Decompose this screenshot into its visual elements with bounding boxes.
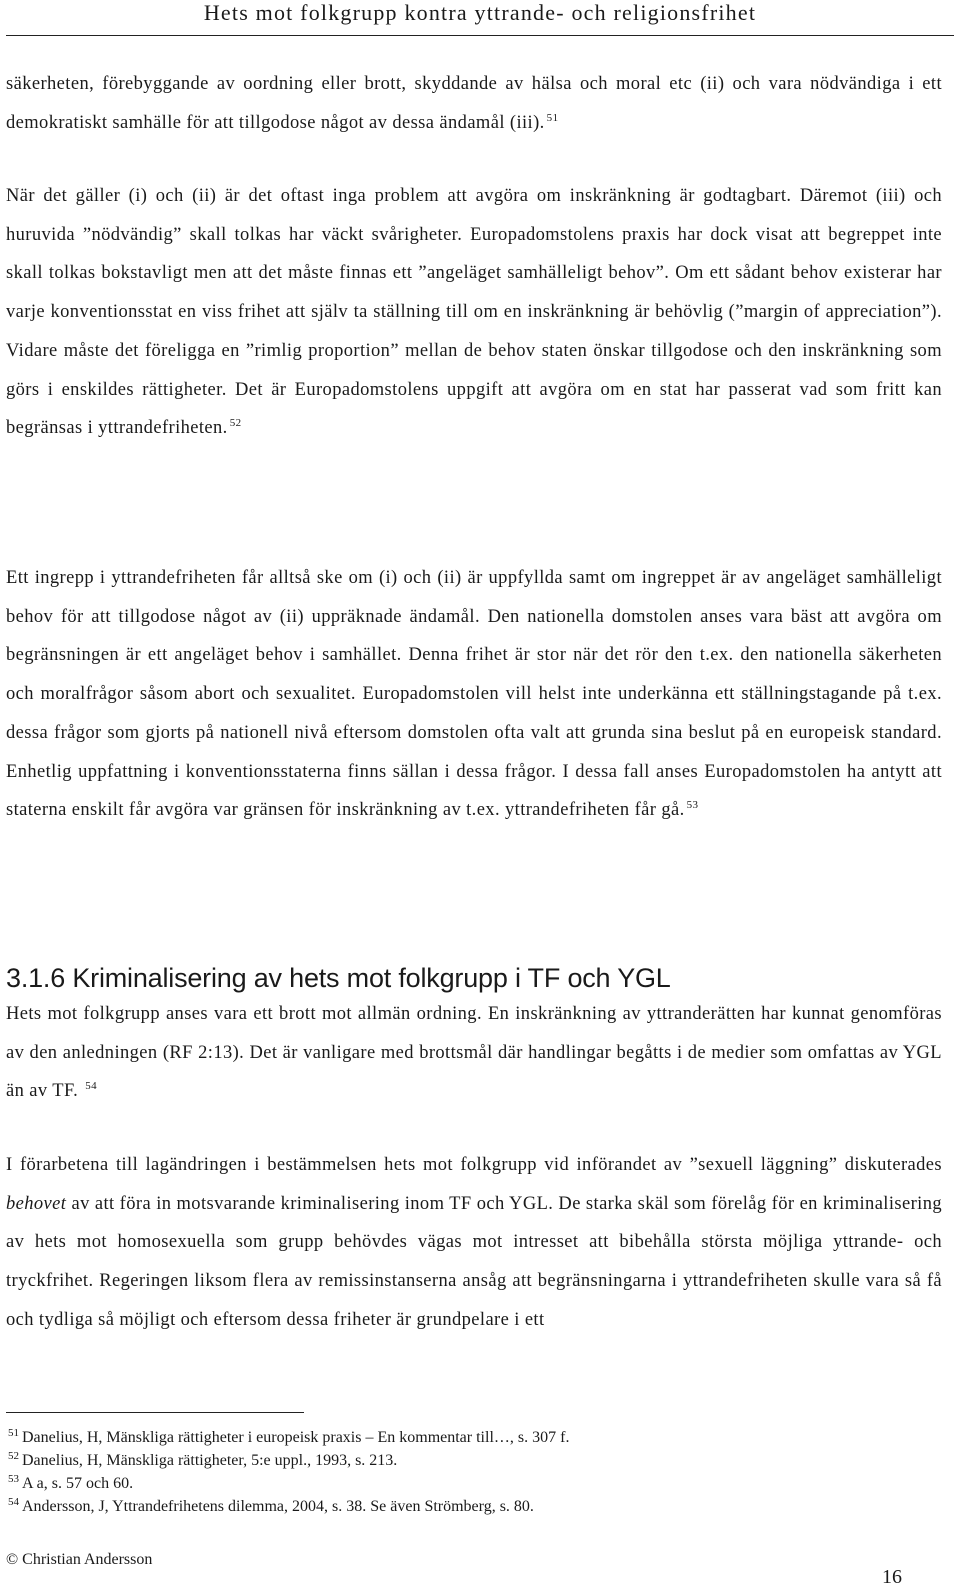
footnote-number: 53 xyxy=(8,1473,19,1485)
paragraph-4 xyxy=(6,995,942,1111)
section-heading: 3.1.6 Kriminalisering av hets mot folkgrupp i TF och YGL xyxy=(6,963,671,993)
paragraph-5-text-end: av att föra in motsvarande kriminalisering inom TF och YGL. De starka skäl som förelåg för en kriminalisering av hets mot homosexuella som grupp behövdes vägas mot intresset att bibehålla största möjliga yttrande- och tryckfrihet. Regeringen liksom flera av remissinstanserna ansåg att begränsningarna i yttrandefriheten skulle vara så få och tydliga så möjligt och eftersom dessa friheter är grundpelare i ett xyxy=(6,1193,942,1330)
copyright-notice: © Christian Andersson xyxy=(6,1551,153,1568)
running-header xyxy=(0,0,960,36)
footnote-text: Danelius, H, Mänskliga rättigheter, 5:e uppl., 1993, s. 213. xyxy=(22,1452,398,1469)
footnote-divider xyxy=(6,1412,304,1413)
footnote-item xyxy=(6,1472,942,1495)
header-divider xyxy=(6,35,954,36)
paragraph-5-emphasis: behovet xyxy=(6,1193,67,1214)
running-header-title: Hets mot folkgrupp kontra yttrande- och religionsfrihet xyxy=(203,0,757,25)
paragraph-1-text: säkerheten, förebyggande av oordning eller brott, skyddande av hälsa och moral etc (ii) och vara nödvändiga i ett demokratiskt samhälle för att tillgodose något av dessa ändamål (iii). xyxy=(6,74,942,133)
paragraph-4-text: Hets mot folkgrupp anses vara ett brott mot allmän ordning. En inskränkning av yttranderätten har kunnat genomföras av den anledningen (RF 2:13). Det är vanligare med brottsmål där handlingar begåtts i de medier som omfattas av YGL än av TF. xyxy=(6,1004,942,1102)
paragraph-3 xyxy=(6,559,942,830)
page-number: 16 xyxy=(882,1566,902,1588)
footnote-text: Andersson, J, Yttrandefrihetens dilemma, 2004, s. 38. Se även Strömberg, s. 80. xyxy=(22,1498,534,1515)
footnote-ref-53[interactable]: 53 xyxy=(686,799,699,812)
paragraph-5 xyxy=(6,1146,942,1340)
footnote-number: 52 xyxy=(8,1450,19,1462)
footnote-ref-52[interactable]: 52 xyxy=(229,417,242,430)
footnote-text: A a, s. 57 och 60. xyxy=(22,1475,134,1492)
footnote-text: Danelius, H, Mänskliga rättigheter i europeisk praxis – En kommentar till…, s. 307 f. xyxy=(22,1429,570,1446)
paragraph-5-text-start: I förarbetena till lagändringen i bestämmelsen hets mot folkgrupp vid införandet av ”sexuell läggning” diskuterades xyxy=(6,1155,942,1175)
paragraph-2-text: När det gäller (i) och (ii) är det oftast inga problem att avgöra om inskränkning är godtagbart. Däremot (iii) och huruvida ”nödvändig” skall tolkas har väckt svårigheter. Europadomstolens praxis har dock visat att begreppet inte skall tolkas bokstavligt men att det måste finnas ett ”angeläget samhälleligt behov”. Om ett sådant behov existerar har varje konventionsstat en viss frihet att själv ta ställning till om en inskränkning är behövlig (”margin of appreciation”). Vidare måste det föreligga en ”rimlig proportion” mellan de behov staten önskar tillgodose och den inskränkning som görs i enskildes rättigheter. Det är Europadomstolens uppgift att avgöra om en stat har passerat vad som fritt kan begränsas i yttrandefriheten. xyxy=(6,186,942,439)
footnote-list xyxy=(6,1426,942,1518)
footnote-item xyxy=(6,1449,942,1472)
footnote-number: 54 xyxy=(8,1496,19,1508)
footnote-number: 51 xyxy=(8,1427,19,1439)
footnote-item xyxy=(6,1426,942,1449)
footnote-ref-54[interactable]: 54 xyxy=(85,1080,98,1093)
footnote-item xyxy=(6,1495,942,1518)
paragraph-2 xyxy=(6,177,942,448)
paragraph-3-text: Ett ingrepp i yttrandefriheten får alltså ske om (i) och (ii) är uppfyllda samt om ingreppet är av angeläget samhälleligt behov för att tillgodose något av (ii) uppräknade ändamål. Den nationella domstolen anses vara bäst att avgöra om begränsningen är ett angeläget behov i samhället. Denna frihet är stor när det rör den t.ex. den nationella säkerheten och moralfrågor såsom abort och sexualitet. Europadomstolen vill helst inte underkänna ett ställningstagande på t.ex. dessa frågor som gjorts på nationell nivå eftersom domstolen ofta valt att grunda sina beslut på en europeisk standard. Enhetlig uppfattning i konventionsstaterna finns sällan i dessa frågor. I dessa fall anses Europadomstolen ha antytt att staterna enskilt får avgöra var gränsen för inskränkning av t.ex. yttrandefriheten får gå. xyxy=(6,568,942,821)
paragraph-1 xyxy=(6,65,942,142)
footnote-ref-51[interactable]: 51 xyxy=(546,111,559,124)
